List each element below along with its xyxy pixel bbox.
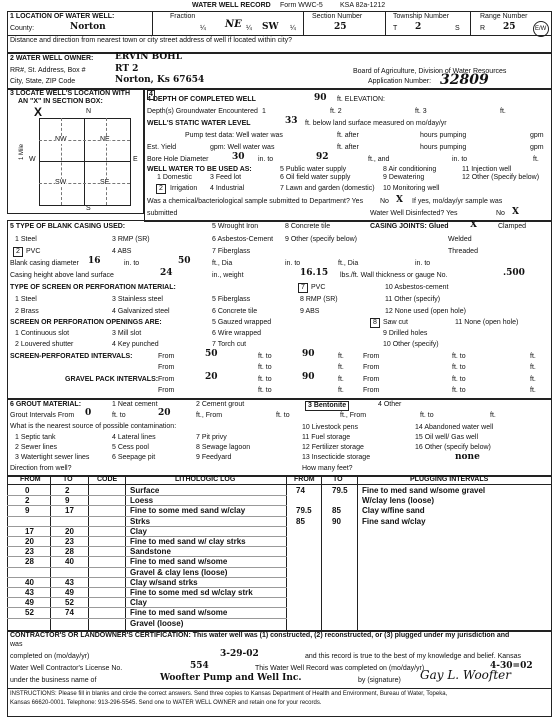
fraction-label: Fraction: [170, 13, 196, 20]
yield-gpm: gpm: Well water was: [210, 144, 275, 151]
spi-to-value: 90: [302, 349, 315, 359]
pump-hours: hours pumping: [420, 132, 467, 139]
log-cell-desc: Clay: [130, 598, 147, 608]
city-label: City, State, ZIP Code: [10, 78, 76, 85]
grout-label: 6 GROUT MATERIAL:: [10, 401, 82, 408]
grout-ft-from-2: ft., From: [340, 412, 367, 419]
open-gauzed: 5 Gauzed wrapped: [212, 319, 272, 326]
yield-label: Est. Yield: [147, 144, 177, 151]
ne-label: NE: [100, 136, 110, 143]
form-number: Form WWC-5: [280, 2, 323, 9]
app-number-label: Application Number:: [368, 78, 432, 85]
depth-value: 90: [314, 93, 327, 103]
log-cell-from: 23: [25, 547, 34, 557]
open-none: 11 None (open hole): [455, 319, 519, 326]
lbs-label: lbs./ft. Wall thickness or gauge No.: [340, 272, 448, 279]
gw-ft2: ft. 2: [330, 108, 342, 115]
gpi-ft-3: ft.: [338, 387, 344, 394]
welded-label: Welded: [448, 236, 472, 243]
use-feedlot: 3 Feed lot: [210, 174, 242, 181]
township-t: T: [393, 25, 398, 32]
contam-feedyard: 9 Feedyard: [196, 454, 232, 461]
gpi-from-3: From: [158, 387, 175, 394]
log-header-litho: LITHOLOGIC LOG: [175, 476, 236, 483]
casing-pvc-box: 2: [13, 247, 23, 257]
casing-concrete: 8 Concrete tile: [285, 223, 331, 230]
screen-pvc-box: 7: [298, 283, 308, 293]
grout-ft-to-3: ft. to: [420, 412, 434, 419]
use-public: 5 Public water supply: [280, 166, 347, 173]
east-label: E: [133, 156, 138, 163]
range-r: R: [480, 25, 486, 32]
instructions-1: INSTRUCTIONS: Please fill in blanks and circle the correct answers. Send three copies to Kansas Department of Health and Environment, Bureau of Water, Topeka,: [10, 691, 448, 697]
casing-other: 9 Other (specify below): [285, 236, 357, 243]
screen-abs: 9 ABS: [300, 308, 320, 315]
screen-pvc: PVC: [311, 284, 326, 291]
gpi-from-value: 20: [205, 372, 218, 382]
grout-ft: ft.: [490, 412, 496, 419]
grout-ft-to: ft. to: [112, 412, 126, 419]
contam-lateral: 4 Lateral lines: [112, 434, 156, 441]
gpi-ft-to-4: ft. to: [452, 387, 466, 394]
true-text: and this record is true to the best of my knowledge and belief. Kansas: [305, 653, 521, 660]
direction-label: Direction from well?: [10, 465, 72, 472]
log-header-plug: PLUGGING INTERVALS: [410, 476, 489, 483]
log-cell-to: 43: [65, 577, 74, 587]
owner-name: ERVIN BOHL: [115, 52, 183, 62]
app-number-value: 32809: [440, 72, 489, 88]
bore-in-to-2: in. to: [452, 156, 468, 163]
bore-label: Bore Hole Diameter: [147, 156, 209, 163]
section-number-value: 25: [334, 22, 347, 32]
distance-label: Distance and direction from nearest town or city street address of well if located within city?: [10, 37, 293, 44]
log-cell-to: 52: [65, 598, 74, 608]
chem-x: X: [396, 195, 403, 205]
completed-value: 3-29-02: [220, 649, 259, 659]
use-monitoring: 10 Monitoring well: [383, 185, 440, 192]
signature: Gay L. Woofter: [420, 668, 512, 682]
log-header-to-2: TO: [333, 476, 343, 483]
blank-in-to: in. to: [124, 260, 140, 267]
gw-1: 1: [262, 108, 266, 115]
screen-brass: 2 Brass: [15, 308, 39, 315]
log-cell-desc: Fine to med sand w/some: [130, 557, 228, 567]
township-value: 2: [415, 22, 422, 32]
gpi-to-value: 90: [302, 372, 315, 382]
use-lawn: 7 Lawn and garden (domestic): [280, 185, 375, 192]
blank-dia-2: ft., Dia: [338, 260, 359, 267]
spi-ft-to-3: ft. to: [258, 364, 272, 371]
gpi-ft: ft.: [338, 376, 344, 383]
contam-lagoon: 8 Sewage lagoon: [196, 444, 251, 451]
casing-abs: 4 ABS: [112, 248, 132, 255]
bore-in-to: in. to: [258, 156, 274, 163]
gpi-ft-to-3: ft. to: [258, 387, 272, 394]
log-cell-to: 20: [65, 526, 74, 536]
range-dir-circle: [533, 21, 549, 37]
gw-label: Depth(s) Groundwater Encountered: [147, 108, 258, 115]
screen-label: TYPE OF SCREEN OR PERFORATION MATERIAL:: [10, 284, 176, 291]
log-cell-from: 9: [25, 506, 30, 516]
chem-label: Was a chemical/bacteriological sample submitted to Department? Yes: [147, 198, 364, 205]
contam-fertilizer: 12 Fertilizer storage: [302, 444, 364, 451]
log-header-from-2: FROM: [294, 476, 315, 483]
spi-from-4: From: [363, 364, 380, 371]
grout-from-value: 0: [85, 408, 92, 418]
log-cell-to: 23: [65, 537, 74, 546]
plug-cell-from: 79.5: [296, 506, 312, 516]
grout-other: 4 Other: [378, 401, 402, 408]
ksa-number: KSA 82a-1212: [340, 2, 386, 9]
locate-label-b: AN "X" IN SECTION BOX:: [18, 98, 103, 105]
threaded-label: Threaded: [448, 248, 478, 255]
openings-label: SCREEN OR PERFORATION OPENINGS ARE:: [10, 319, 162, 326]
plug-cell-to: 79.5: [332, 486, 348, 495]
mile-label: 1 Mile: [19, 143, 26, 161]
log-cell-to: 74: [65, 608, 74, 618]
disinfected-x: X: [512, 207, 519, 217]
section-grid: [39, 118, 131, 206]
bore-value: 30: [232, 152, 245, 162]
gw-ft: ft.: [500, 108, 506, 115]
township-label: Township Number: [393, 13, 450, 20]
plug-cell-to: 90: [332, 516, 341, 526]
fraction-1-value: NE: [225, 19, 242, 30]
disinfected-no: No: [496, 210, 505, 217]
static-value: 33: [285, 116, 298, 126]
casing-joints: CASING JOINTS: Glued: [370, 223, 449, 230]
nw-label: NW: [55, 136, 67, 143]
yield-gpm2: gpm: [530, 144, 544, 151]
grout-cement: 2 Cement grout: [196, 401, 245, 408]
plug-cell-desc: W/clay lens (loose): [362, 496, 435, 506]
spi-ft-2: ft.: [530, 353, 536, 360]
static-tail: ft. below land surface measured on mo/day/yr: [305, 120, 447, 127]
weight-value: 16.15: [300, 268, 329, 278]
log-cell-desc: Fine to med sand w/ clay strks: [130, 537, 246, 546]
open-louvered: 2 Louvered shutter: [15, 341, 74, 348]
gpi-from-4: From: [363, 387, 380, 394]
screen-galvanized: 4 Galvanized steel: [112, 308, 170, 315]
blank-value: 16: [88, 256, 101, 266]
screen-other: 11 Other (specify): [385, 296, 441, 303]
range-label: Range Number: [480, 13, 528, 20]
section-number-label: Section Number: [312, 13, 363, 20]
range-value: 25: [503, 22, 516, 32]
height-label: Casing height above land surface: [10, 272, 114, 279]
gpi-ft-to: ft. to: [258, 376, 272, 383]
spi-ft-to-2: ft. to: [452, 353, 466, 360]
log-cell-from: 49: [25, 598, 34, 608]
contam-other: 16 Other (specify below): [415, 444, 491, 451]
plug-cell-from: 74: [296, 486, 305, 495]
blank-label: Blank casing diameter: [10, 260, 79, 267]
use-dewater: 9 Dewatering: [383, 174, 425, 181]
blank-to-value: 50: [178, 256, 191, 266]
casing-steel: 1 Steel: [15, 236, 37, 243]
grout-intervals-label: Grout Intervals From: [10, 412, 75, 419]
open-wire: 6 Wire wrapped: [212, 330, 262, 337]
contam-insecticide: 13 Insecticide storage: [302, 454, 371, 461]
log-cell-desc: Loess: [130, 496, 154, 506]
log-cell-to: 2: [65, 486, 70, 495]
north-label: N: [86, 108, 92, 115]
completed-label: completed on (mo/day/yr): [10, 653, 90, 660]
pump-after: ft. after: [337, 132, 359, 139]
bore-ft: ft.: [533, 156, 539, 163]
cert-label: CONTRACTOR'S OR LANDOWNER'S CERTIFICATION: This water well was (1) constructed, (2) reconstructed, or (3) plugged under my jurisdiction and: [10, 632, 510, 639]
open-torch: 7 Torch cut: [212, 341, 247, 348]
by-signature: by (signature): [358, 677, 401, 684]
city-value: Norton, Ks 67654: [115, 75, 205, 85]
log-row-divider: [7, 597, 287, 598]
log-cell-desc: Fine to some med sand w/clay: [130, 506, 246, 516]
spi-from-3: From: [158, 364, 175, 371]
depth-label: 4 DEPTH OF COMPLETED WELL: [147, 96, 256, 103]
used-label: WELL WATER TO BE USED AS:: [147, 166, 252, 173]
section-5-box: [7, 220, 552, 400]
contam-label: What is the nearest source of possible contamination:: [10, 423, 177, 430]
plug-cell-desc: Fine to med sand w/some gravel: [362, 486, 486, 495]
contam-livestock: 10 Livestock pens: [302, 424, 359, 431]
contam-cess: 5 Cess pool: [112, 444, 149, 451]
weight-label: in., weight: [212, 272, 244, 279]
yield-after: ft. after: [337, 144, 359, 151]
blank-in-to-2: in. to: [285, 260, 301, 267]
spi-ft: ft.: [338, 353, 344, 360]
county-value: Norton: [70, 22, 106, 32]
log-cell-from: 28: [25, 557, 34, 567]
howmany-label: How many feet?: [302, 465, 353, 472]
gpi-label: GRAVEL PACK INTERVALS:: [65, 376, 159, 383]
open-drilled: 9 Drilled holes: [383, 330, 428, 337]
open-mill: 3 Mill slot: [112, 330, 142, 337]
contam-seepage: 6 Seepage pit: [112, 454, 156, 461]
log-cell-to: 49: [65, 588, 74, 597]
casing-label: 5 TYPE OF BLANK CASING USED:: [10, 223, 126, 230]
contam-oil: 15 Oil well/ Gas well: [415, 434, 479, 441]
pump-label: Pump test data: Well water was: [185, 132, 283, 139]
log-cell-from: 0: [25, 486, 30, 495]
open-sawcut: Saw cut: [383, 319, 408, 326]
rr-label: RR#, St. Address, Box #: [10, 67, 86, 74]
grout-ft-from: ft., From: [196, 412, 223, 419]
business-value: Woofter Pump and Well Inc.: [160, 673, 302, 683]
record-date: 4-30=02: [490, 661, 533, 671]
plug-cell-desc: Clay w/fine sand: [362, 506, 425, 516]
open-key: 4 Key punched: [112, 341, 159, 348]
contam-watertight: 3 Watertight sewer lines: [15, 454, 90, 461]
business-label: under the business name of: [10, 677, 97, 684]
screen-fiberglass: 5 Fiberglass: [212, 296, 251, 303]
county-label: County:: [10, 25, 35, 32]
gpi-ft-4: ft.: [530, 387, 536, 394]
log-cell-to: 28: [65, 547, 74, 557]
form-title: WATER WELL RECORD: [192, 2, 271, 9]
casing-fiberglass: 7 Fiberglass: [212, 248, 251, 255]
gpi-ft-to-2: ft. to: [452, 376, 466, 383]
section-4-tab: 4: [149, 91, 153, 98]
plug-cell-desc: Fine sand w/clay: [362, 516, 426, 526]
open-other: 10 Other (specify): [383, 341, 439, 348]
log-cell-desc: Gravel (loose): [130, 618, 184, 628]
gpi-ft-2: ft.: [530, 376, 536, 383]
wall-value: .500: [503, 268, 525, 278]
log-header-code: CODE: [97, 476, 118, 483]
screen-asbestos: 10 Asbestos-cement: [385, 284, 449, 291]
spi-from-2: From: [363, 353, 380, 360]
instructions-2: Kansas 66620-0001. Telephone: 913-296-5545. Send one to WATER WELL OWNER and retain one for your records.: [10, 700, 322, 706]
log-cell-to: 40: [65, 557, 74, 567]
casing-wrought: 5 Wrought Iron: [212, 223, 259, 230]
log-cell-from: 20: [25, 537, 34, 546]
owner-section-label: 2 WATER WELL OWNER:: [10, 55, 94, 62]
open-continuous: 1 Continuous slot: [15, 330, 70, 337]
log-cell-to: 17: [65, 506, 74, 516]
log-cell-to: 9: [65, 496, 70, 506]
grout-to-value: 20: [158, 408, 171, 418]
log-cell-desc: Sandstone: [130, 547, 171, 557]
cert-was: was: [10, 641, 23, 648]
bore-ft-and: ft., and: [368, 156, 390, 163]
quarter-1: ¼: [200, 25, 206, 32]
quarter-3: ¼: [290, 25, 296, 32]
casing-asbestos: 6 Asbestos-Cement: [212, 236, 274, 243]
log-cell-from: 52: [25, 608, 34, 618]
grout-neat: 1 Neat cement: [112, 401, 158, 408]
log-cell-desc: Gravel & clay lens (loose): [130, 567, 228, 577]
bore-to-value: 92: [316, 152, 329, 162]
log-cell-desc: Strks: [130, 516, 151, 526]
grout-ft-to-2: ft. to: [276, 412, 290, 419]
use-injection: 11 Injection well: [462, 166, 512, 173]
rr-value: RT 2: [115, 64, 139, 74]
record-text: This Water Well Record was completed on (mo/day/yr): [255, 665, 425, 672]
spi-ft-4: ft.: [530, 364, 536, 371]
use-other: 12 Other (Specify below): [462, 174, 540, 181]
spi-ft-to-4: ft. to: [452, 364, 466, 371]
township-dir: S: [455, 25, 460, 32]
log-cell-desc: Clay w/sand strks: [130, 577, 198, 587]
use-air: 8 Air conditioning: [383, 166, 437, 173]
range-dir: E/W: [535, 26, 547, 32]
use-industrial: 4 Industrial: [210, 185, 245, 192]
screen-concrete: 6 Concrete tile: [212, 308, 258, 315]
screen-rmp: 8 RMP (SR): [300, 296, 338, 303]
casing-rmp: 3 RMP (SR): [112, 236, 150, 243]
license-label: Water Well Contractor's License No.: [10, 665, 123, 672]
submitted-label: submitted: [147, 210, 178, 217]
contam-pit: 7 Pit privy: [196, 434, 227, 441]
use-irrigation: Irrigation: [170, 185, 198, 192]
use-oilfield: 6 Oil field water supply: [280, 174, 351, 181]
screen-steel: 1 Steel: [15, 296, 37, 303]
contam-fuel: 11 Fuel storage: [302, 434, 351, 441]
yield-hours: hours pumping: [420, 144, 467, 151]
spi-from-value: 50: [205, 349, 218, 359]
spi-label: SCREEN-PERFORATED INTERVALS:: [10, 353, 133, 360]
log-cell-from: 2: [25, 496, 30, 506]
use-domestic: 1 Domestic: [157, 174, 193, 181]
gw-ft3: ft. 3: [415, 108, 427, 115]
casing-pvc: PVC: [26, 248, 41, 255]
grout-bentonite: 3 Bentonite: [305, 401, 349, 411]
log-cell-desc: Fine to some med sd w/clay strk: [130, 588, 253, 597]
fraction-2-value: SW: [262, 22, 279, 32]
gpi-from-2: From: [363, 376, 380, 383]
locate-label-a: 3 LOCATE WELL'S LOCATION WITH: [10, 90, 131, 97]
screen-stainless: 3 Stainless steel: [112, 296, 163, 303]
log-cell-from: 17: [25, 526, 34, 536]
gpi-from-label: From: [158, 376, 175, 383]
quarter-2: ¼: [246, 25, 252, 32]
contam-none: none: [455, 452, 480, 462]
spi-from-label: From: [158, 353, 175, 360]
use-irrigation-box: 2: [156, 184, 166, 194]
license-value: 554: [190, 661, 209, 671]
spi-ft-3: ft.: [338, 364, 344, 371]
locate-x-mark: X: [34, 105, 43, 119]
plug-cell-to: 85: [332, 506, 341, 516]
west-label: W: [29, 156, 36, 163]
screen-none: 12 None used (open hole): [385, 308, 466, 315]
contam-septic: 1 Septic tank: [15, 434, 56, 441]
contam-abandoned: 14 Abandoned water well: [415, 424, 494, 431]
log-cell-desc: Surface: [130, 486, 160, 495]
board-label: Board of Agriculture, Division of Water Resources: [353, 68, 507, 75]
blank-dia: ft., Dia: [212, 260, 233, 267]
contam-sewer: 2 Sewer lines: [15, 444, 58, 451]
log-row-divider: [7, 526, 287, 527]
log-cell-desc: Clay: [130, 526, 147, 536]
static-label: WELL'S STATIC WATER LEVEL: [147, 120, 251, 127]
log-header-from: FROM: [20, 476, 41, 483]
log-cell-from: 40: [25, 577, 34, 587]
disinfected-label: Water Well Disinfected? Yes: [370, 210, 458, 217]
elevation-label: ft. ELEVATION:: [337, 96, 385, 103]
blank-in-to-3: in. to: [415, 260, 431, 267]
south-label: S: [86, 205, 91, 212]
se-label: SE: [100, 179, 110, 186]
open-sawcut-box: 8: [370, 318, 380, 328]
glued-x: X: [470, 220, 477, 230]
spi-ft-to: ft. to: [258, 353, 272, 360]
clamped-label: Clamped: [498, 223, 527, 230]
log-cell-from: 43: [25, 588, 34, 597]
chem-tail: If yes, mo/day/yr sample was: [412, 198, 503, 205]
location-section-label: 1 LOCATION OF WATER WELL:: [10, 13, 115, 20]
sw-label: SW: [55, 179, 67, 186]
log-header-to: TO: [63, 476, 73, 483]
log-cell-desc: Fine to med sand w/some: [130, 608, 228, 618]
height-value: 24: [160, 268, 173, 278]
pump-gpm: gpm: [530, 132, 544, 139]
plug-cell-from: 85: [296, 516, 305, 526]
chem-no: No: [380, 198, 389, 205]
